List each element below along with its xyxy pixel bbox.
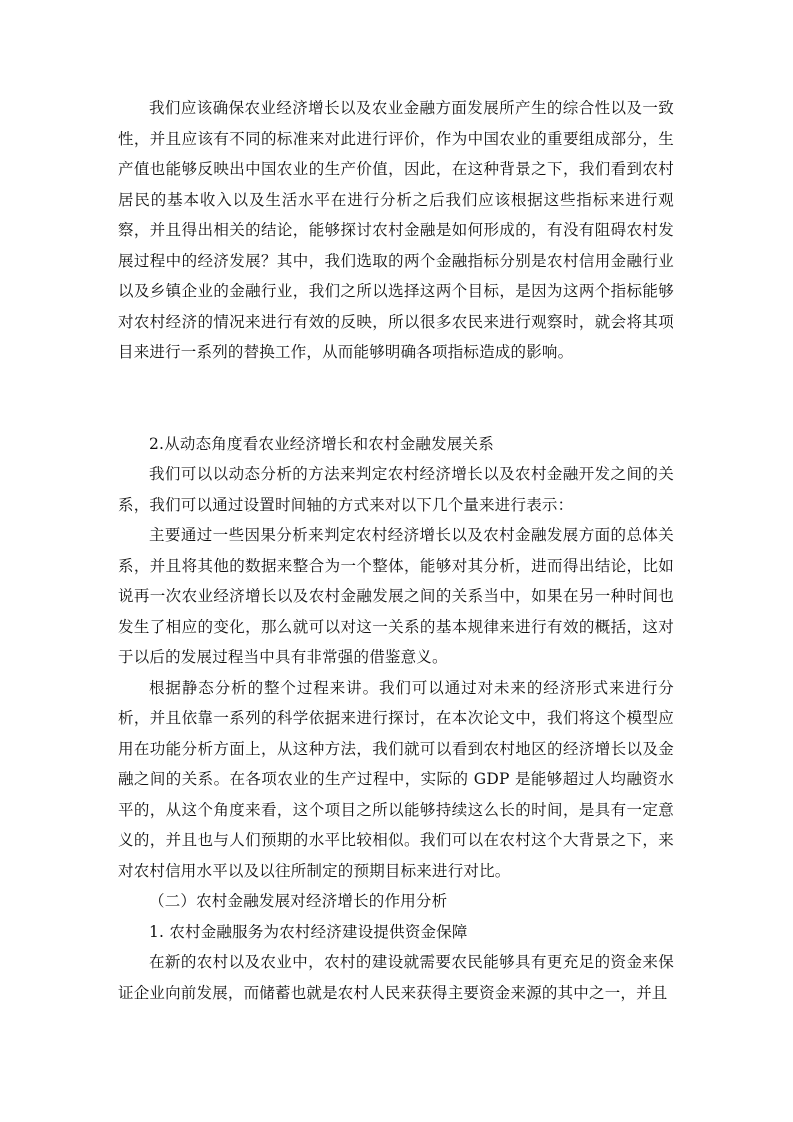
section-spacer xyxy=(118,368,674,429)
subsection-heading: 1. 农村金融服务为农村经济建设提供资金保障 xyxy=(149,922,468,941)
body-paragraph: 根据静态分析的整个过程来讲。我们可以通过对未来的经济形式来进行分析，并且依靠一系列的科学依据来进行探讨，在本次论文中，我们将这个模型应用在功能分析方面上，从这种方法，我们就可以看到农村地区的经济增长以及金融之间的关系。在各项农业的生产过程中，实际的 GDP 是能够超过人均融资水平的，从这个角度来看，这个项目之所以能够持续这么长的时间，是具有一定意义的，并且也与人们预期的水平比较相似。我们可以在农村这个大背景之下，来对农村信用水平以及以往所制定的预期目标来进行对比。 xyxy=(118,678,674,880)
section-heading: 2.从动态角度看农业经济增长和农村金融发展关系 xyxy=(149,434,494,453)
body-paragraph: 我们可以以动态分析的方法来判定农村经济增长以及农村金融开发之间的关系，我们可以通过设置时间轴的方式来对以下几个量来进行表示： xyxy=(118,465,674,514)
body-paragraph: 在新的农村以及农业中，农村的建设就需要农民能够具有更充足的资金来保证企业向前发展，而储蓄也就是农村人民来获得主要资金来源的其中之一，并且 xyxy=(118,953,674,1002)
body-paragraph: 主要通过一些因果分析来判定农村经济增长以及农村金融发展方面的总体关系，并且将其他的数据来整合为一个整体，能够对其分析，进而得出结论，比如说再一次农业经济增长以及农村金融发展之间的关系当中，如果在另一种时间也发生了相应的变化，那么就可以对这一关系的基本规律来进行有效的概括，这对于以后的发展过程当中具有非常强的借鉴意义。 xyxy=(118,526,674,666)
section-heading: （二）农村金融发展对经济增长的作用分析 xyxy=(149,892,448,910)
body-paragraph: 我们应该确保农业经济增长以及农业金融方面发展所产生的综合性以及一致性，并且应该有不同的标准来对此进行评价，作为中国农业的重要组成部分，生产值也能够反映出中国农业的生产价值，因此，在这种背景之下，我们看到农村居民的基本收入以及生活水平在进行分析之后我们应该根据这些指标来进行观察，并且得出相关的结论，能够探讨农村金融是如何形成的，有没有阻碍农村发展过程中的经济发展？其中，我们选取的两个金融指标分别是农村信用金融行业以及乡镇企业的金融行业，我们之所以选择这两个目标，是因为这两个指标能够对农村经济的情况来进行有效的反映，所以很多农民来进行观察时，就会将其项目来进行一系列的替换工作，从而能够明确各项指标造成的影响。 xyxy=(118,99,674,361)
document-body xyxy=(118,93,674,1008)
